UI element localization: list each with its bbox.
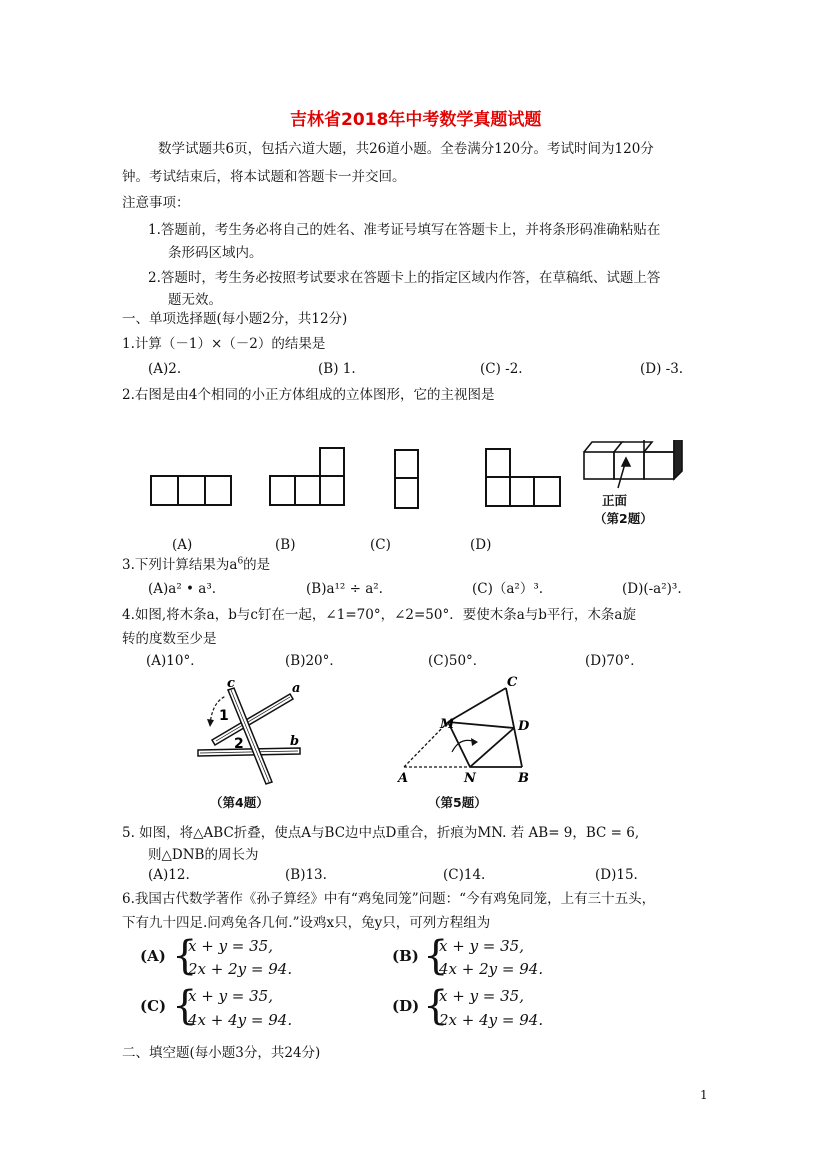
q3-option-d: (D)(-a²)³. [622,581,682,597]
q6-option-c-label: (C) [140,997,167,1015]
q2-front-label: 正面 [602,493,628,508]
q4-option-d: (D)70°． [585,653,644,669]
q5-option-d: (D)15. [595,867,638,883]
q6-option-c-brace: { [172,983,198,1029]
q6-stem-line-1: 6.我国古代数学著作《孙子算经》中有“鸡兔同笼”问题：“今有鸡兔同笼，上有三十五头， [122,891,656,907]
q4-option-c: (C)50°． [428,653,487,669]
q6-option-d-label: (D) [392,997,420,1015]
q2-view-c [395,450,418,508]
q5-label-d: D [518,719,530,734]
q5-stem-line-2: 则△DNB的周长为 [148,847,259,863]
q5-option-c: (C)14. [443,867,486,883]
q6-option-a-brace: { [172,933,198,979]
page-title: 吉林省2018年中考数学真题试题 [290,110,542,130]
q1-stem: 1.计算（－1）×（－2）的结果是 [122,336,326,352]
q6-stem-line-2: 下有九十四足.问鸡兔各几何.”设鸡x只，兔y只，可列方程组为 [122,915,491,931]
q6-option-b-eq1: x + y = 35, [439,937,524,955]
intro-line-2: 钟。考试结束后，将本试题和答题卡一并交回。 [122,169,406,185]
q6-option-c-eq1: x + y = 35, [188,987,273,1005]
q5-option-a: (A)12. [148,867,190,883]
q4-stem-line-2: 转的度数至少是 [122,631,217,647]
q6-option-b-eq2: 4x + 2y = 94. [439,960,544,978]
q6-option-a-eq1: x + y = 35, [188,937,273,955]
q2-stem: 2.右图是由4个相同的小正方体组成的立体图形，它的主视图是 [122,387,495,403]
q3-option-a: (A)a² • a³. [148,581,217,597]
q6-option-a-label: (A) [140,947,166,965]
q4-label-1: 1 [219,708,229,724]
q6-option-d-brace: { [423,983,449,1029]
q2-view-b [270,448,344,505]
q2-option-b: (B) [275,537,296,553]
section-2-heading: 二、填空题(每小题3分，共24分) [122,1045,321,1061]
q5-stem-line-1: 5. 如图，将△ABC折叠，使点A与BC边中点D重合，折痕为MN. 若 AB= 9，BC = 6, [122,825,640,841]
q4-option-b: (B)20°． [285,653,343,669]
q4-label-a: a [292,681,301,696]
q6-option-c-eq2: 4x + 4y = 94. [188,1011,293,1029]
q5-figure [392,672,552,790]
q3-stem: 3.下列计算结果为$a^6$的是 [122,556,271,573]
notice-item-1-line-2: 条形码区域内。 [168,245,263,261]
q5-label-a: A [398,771,409,786]
q2-option-c: (C) [370,537,391,553]
q5-label-m: M [440,717,455,732]
page-number: 1 [700,1088,708,1102]
q6-option-a-eq2: 2x + 2y = 94. [188,960,293,978]
q5-label-n: N [464,771,476,786]
q2-view-d [486,449,560,506]
q4-option-a: (A)10°． [146,653,204,669]
q2-solid-figure [584,440,682,479]
q6-option-b-brace: { [423,933,449,979]
q2-option-a: (A) [172,537,193,553]
q2-option-d: (D) [470,537,492,553]
q4-figure [190,680,320,790]
q5-option-b: (B)13. [285,867,327,883]
intro-line-1: 数学试题共6页，包括六道大题，共26道小题。全卷满分120分。考试时间为120分 [158,141,654,157]
q5-label-c: C [507,675,518,690]
section-1-heading: 一、单项选择题(每小题2分，共12分) [122,311,348,327]
q4-label-c: c [227,680,235,691]
q1-option-a: (A)2. [148,361,182,377]
q4-label-2: 2 [234,736,244,752]
q6-option-b-label: (B) [392,947,419,965]
q3-option-c: (C)（a²）³. [472,581,544,597]
q2-view-a [151,476,231,505]
q2-caption: （第2题） [594,511,653,526]
q1-option-d: (D) -3. [640,361,684,377]
q4-caption: （第4题） [210,795,269,810]
notice-item-1-line-1: 1.答题前，考生务必将自己的姓名、准考证号填写在答题卡上，并将条形码准确粘贴在 [148,222,661,238]
q1-option-b: (B) 1. [318,361,356,377]
q5-label-b: B [518,771,529,786]
notice-item-2-line-2: 题无效。 [168,292,222,308]
q4-label-b: b [290,734,300,749]
notice-item-2-line-1: 2.答题时，考生务必按照考试要求在答题卡上的指定区域内作答，在草稿纸、试题上答 [148,270,661,286]
q4-stem-line-1: 4.如图,将木条a，b与c钉在一起，∠1=70°，∠2=50°．要使木条a与b平行，木条a旋 [122,607,636,623]
q6-option-d-eq2: 2x + 4y = 94. [439,1011,544,1029]
q6-option-d-eq1: x + y = 35, [439,987,524,1005]
notice-heading: 注意事项： [122,195,190,211]
q5-caption: （第5题） [428,795,487,810]
q3-option-b: (B)a¹² ÷ a². [306,581,383,597]
q1-option-c: (C) -2. [480,361,523,377]
